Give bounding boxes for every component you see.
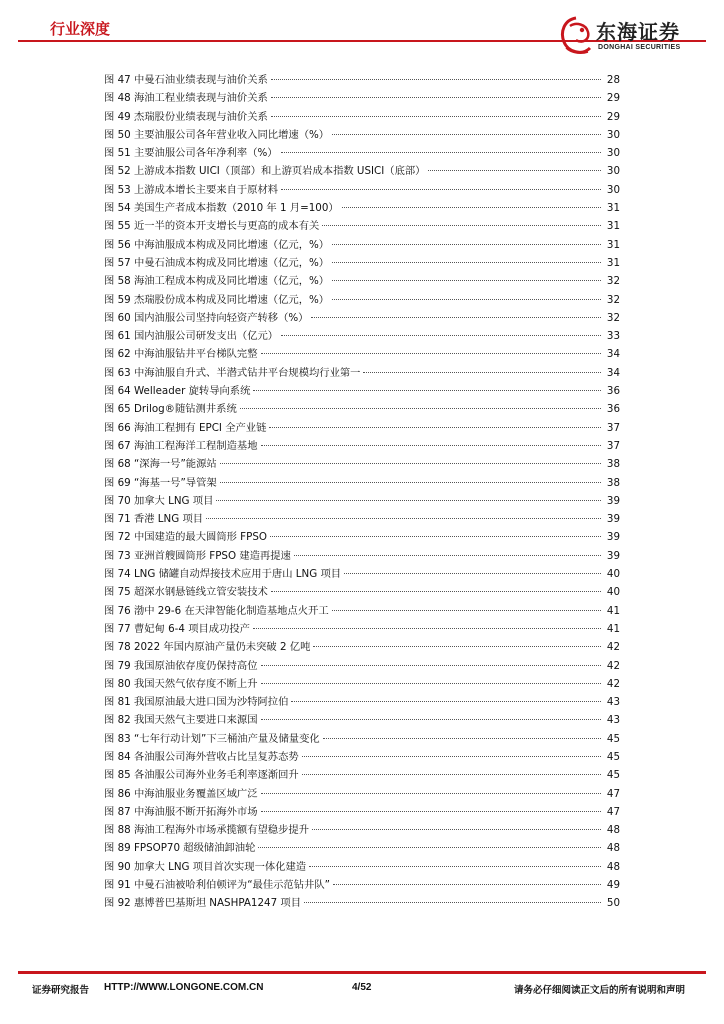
toc-entry[interactable] [104, 254, 620, 272]
toc-entry[interactable] [104, 693, 620, 711]
toc-entry-page: 42 [606, 659, 620, 672]
toc-entry-label: 图 58 海油工程成本构成及同比增速（亿元，%） [104, 275, 330, 288]
toc-leader-dots [261, 353, 601, 354]
toc-entry[interactable] [104, 309, 620, 327]
toc-entry[interactable] [104, 711, 620, 729]
toc-leader-dots [312, 829, 601, 830]
toc-entry[interactable] [104, 803, 620, 821]
toc-entry-page: 43 [606, 696, 620, 709]
toc-entry-page: 37 [606, 439, 620, 452]
toc-entry-label: 图 55 近一半的资本开支增长与更高的成本有关 [104, 220, 320, 233]
toc-entry[interactable] [104, 675, 620, 693]
toc-leader-dots [261, 719, 601, 720]
toc-entry[interactable] [104, 437, 620, 455]
toc-entry-page: 45 [606, 732, 620, 745]
toc-entry[interactable] [104, 547, 620, 565]
toc-entry-label: 图 75 超深水钢悬链线立管安装技术 [104, 586, 268, 599]
toc-entry-label: 图 48 海油工程业绩表现与油价关系 [104, 92, 268, 105]
toc-entry-label: 图 68 “深海一号”能源站 [104, 458, 217, 471]
toc-leader-dots [332, 610, 601, 611]
toc-leader-dots [333, 884, 601, 885]
toc-entry-page: 31 [606, 256, 620, 269]
toc-entry-label: 图 82 我国天然气主要进口来源国 [104, 714, 258, 727]
toc-entry-label: 图 81 我国原油最大进口国为沙特阿拉伯 [104, 696, 289, 709]
toc-entry-label: 图 54 美国生产者成本指数（2010 年 1 月=100） [104, 202, 339, 215]
toc-entry-page: 41 [606, 622, 620, 635]
toc-entry-label: 图 53 上游成本增长主要来自于原材料 [104, 183, 279, 196]
toc-leader-dots [216, 500, 601, 501]
toc-entry[interactable] [104, 492, 620, 510]
toc-entry[interactable] [104, 638, 620, 656]
toc-entry-label: 图 64 Welleader 旋转导向系统 [104, 385, 251, 398]
toc-leader-dots [294, 555, 601, 556]
dragon-logo-icon [556, 14, 596, 58]
toc-entry-label: 图 66 海油工程拥有 EPCI 全产业链 [104, 421, 267, 434]
toc-entry-page: 28 [606, 74, 620, 86]
toc-entry-page: 48 [606, 842, 620, 855]
toc-entry-label: 图 69 “海基一号”导管架 [104, 476, 217, 489]
toc-entry-page: 43 [606, 714, 620, 727]
toc-entry[interactable] [104, 126, 620, 144]
toc-entry-page: 32 [606, 293, 620, 306]
toc-entry-page: 49 [606, 879, 620, 892]
toc-entry-page: 48 [606, 860, 620, 873]
toc-entry-label: 图 67 海油工程海洋工程制造基地 [104, 439, 258, 452]
toc-leader-dots [258, 847, 601, 848]
toc-entry-page: 50 [606, 897, 620, 910]
toc-entry-page: 41 [606, 604, 620, 617]
toc-entry-label: 图 91 中曼石油被哈利伯顿评为“最佳示范钻井队” [104, 879, 330, 892]
toc-entry-label: 图 92 惠博普巴基斯坦 NASHPA1247 项目 [104, 897, 301, 910]
toc-entry[interactable] [104, 419, 620, 437]
toc-entry-label: 图 88 海油工程海外市场承揽额有望稳步提升 [104, 824, 309, 837]
toc-entry[interactable] [104, 839, 620, 857]
toc-entry[interactable] [104, 291, 620, 309]
toc-leader-dots [261, 445, 601, 446]
toc-entry[interactable] [104, 199, 620, 217]
toc-entry-page: 39 [606, 494, 620, 507]
toc-entry[interactable] [104, 565, 620, 583]
toc-entry[interactable] [104, 364, 620, 382]
toc-leader-dots [281, 152, 601, 153]
toc-entry-page: 40 [606, 586, 620, 599]
toc-entry-page: 31 [606, 202, 620, 215]
logo-name-en: DONGHAI SECURITIES [598, 44, 681, 51]
toc-entry-page: 29 [606, 110, 620, 123]
toc-leader-dots [269, 427, 601, 428]
toc-entry[interactable] [104, 108, 620, 126]
toc-entry[interactable] [104, 89, 620, 107]
toc-leader-dots [428, 170, 601, 171]
toc-entry-page: 32 [606, 275, 620, 288]
toc-entry-label: 图 63 中海油服自升式、半潜式钻井平台规模均行业第一 [104, 366, 361, 379]
toc-entry-page: 29 [606, 92, 620, 105]
toc-entry[interactable] [104, 400, 620, 418]
page-number: 4/52 [352, 982, 372, 993]
toc-entry[interactable] [104, 602, 620, 620]
toc-entry-page: 38 [606, 476, 620, 489]
toc-entry-page: 34 [606, 348, 620, 361]
toc-entry[interactable] [104, 894, 620, 912]
toc-entry-label: 图 86 中海油服业务覆盖区域广泛 [104, 787, 258, 800]
toc-entry-page: 39 [606, 531, 620, 544]
logo-name-cn: 东海证券 [596, 20, 680, 44]
toc-entry[interactable] [104, 144, 620, 162]
toc-entry-label: 图 72 中国建造的最大圆筒形 FPSO [104, 531, 267, 544]
toc-entry-label: 图 84 各油服公司海外营收占比呈复苏态势 [104, 750, 299, 763]
toc-leader-dots [344, 573, 601, 574]
toc-entry-label: 图 89 FPSOP70 超级储油卸油轮 [104, 842, 256, 855]
toc-leader-dots [332, 244, 601, 245]
toc-leader-dots [253, 390, 601, 391]
toc-entry-label: 图 87 中海油服不断开拓海外市场 [104, 805, 258, 818]
toc-entry[interactable] [104, 181, 620, 199]
toc-entry[interactable] [104, 876, 620, 894]
toc-entry-page: 40 [606, 568, 620, 581]
toc-leader-dots [261, 811, 601, 812]
toc-entry[interactable] [104, 474, 620, 492]
toc-leader-dots [332, 280, 601, 281]
company-logo [556, 14, 716, 62]
toc-entry-page: 36 [606, 385, 620, 398]
toc-entry[interactable] [104, 858, 620, 876]
toc-entry-page: 32 [606, 311, 620, 324]
toc-leader-dots [220, 463, 601, 464]
toc-entry[interactable] [104, 766, 620, 784]
toc-entry-page: 30 [606, 147, 620, 160]
toc-entry[interactable] [104, 345, 620, 363]
toc-leader-dots [363, 372, 601, 373]
toc-entry[interactable] [104, 748, 620, 766]
toc-leader-dots [281, 189, 601, 190]
toc-entry-page: 48 [606, 824, 620, 837]
toc-leader-dots [271, 116, 601, 117]
toc-entry-label: 图 78 2022 年国内原油产量仍未突破 2 亿吨 [104, 641, 311, 654]
toc-entry[interactable] [104, 272, 620, 290]
toc-entry-page: 31 [606, 238, 620, 251]
toc-leader-dots [271, 591, 601, 592]
toc-entry-label: 图 65 Drilog®随钻测井系统 [104, 403, 237, 416]
toc-leader-dots [311, 317, 601, 318]
toc-entry-label: 图 76 渤中 29-6 在天津智能化制造基地点火开工 [104, 604, 329, 617]
toc-entry-page: 47 [606, 787, 620, 800]
toc-entry-page: 42 [606, 641, 620, 654]
toc-entry-label: 图 51 主要油服公司各年净利率（%） [104, 147, 278, 160]
toc-entry-page: 36 [606, 403, 620, 416]
toc-leader-dots [342, 207, 601, 208]
toc-leader-dots [332, 134, 601, 135]
toc-entry-label: 图 62 中海油服钻井平台梯队完整 [104, 348, 258, 361]
toc-leader-dots [313, 646, 601, 647]
toc-entry[interactable] [104, 162, 620, 180]
toc-entry[interactable] [104, 382, 620, 400]
toc-entry-page: 30 [606, 183, 620, 196]
toc-entry-page: 34 [606, 366, 620, 379]
toc-entry-label: 图 79 我国原油依存度仍保持高位 [104, 659, 258, 672]
toc-entry-label: 图 77 曹妃甸 6-4 项目成功投产 [104, 622, 250, 635]
toc-entry-page: 30 [606, 128, 620, 141]
toc-entry[interactable] [104, 327, 620, 345]
toc-entry[interactable] [104, 620, 620, 638]
footer-disclaimer: 请务必仔细阅读正文后的所有说明和声明 [514, 985, 686, 996]
toc-entry-label: 图 50 主要油服公司各年营业收入同比增速（%） [104, 128, 330, 141]
toc-leader-dots [322, 225, 601, 226]
toc-entry[interactable] [104, 657, 620, 675]
toc-leader-dots [253, 628, 601, 629]
toc-entry-label: 图 47 中曼石油业绩表现与油价关系 [104, 74, 268, 86]
toc-entry-label: 图 56 中海油服成本构成及同比增速（亿元，%） [104, 238, 330, 251]
toc-entry-page: 37 [606, 421, 620, 434]
toc-leader-dots [240, 408, 601, 409]
toc-entry[interactable] [104, 510, 620, 528]
toc-entry-label: 图 61 国内油服公司研发支出（亿元） [104, 330, 279, 343]
toc-leader-dots [302, 774, 601, 775]
toc-leader-dots [291, 701, 601, 702]
toc-entry-page: 45 [606, 750, 620, 763]
toc-entry-label: 图 60 国内油服公司坚持向轻资产转移（%） [104, 311, 309, 324]
toc-leader-dots [206, 518, 601, 519]
toc-leader-dots [271, 79, 601, 80]
section-tag: 行业深度 [50, 20, 111, 38]
toc-entry-page: 42 [606, 677, 620, 690]
toc-entry-label: 图 80 我国天然气依存度不断上升 [104, 677, 258, 690]
toc-leader-dots [281, 335, 601, 336]
toc-leader-dots [332, 299, 601, 300]
toc-entry[interactable] [104, 455, 620, 473]
toc-entry-page: 30 [606, 165, 620, 178]
toc-leader-dots [220, 482, 601, 483]
toc-entry[interactable] [104, 217, 620, 235]
toc-entry-page: 33 [606, 330, 620, 343]
toc-leader-dots [309, 866, 601, 867]
toc-entry-label: 图 49 杰瑞股份业绩表现与油价关系 [104, 110, 268, 123]
toc-entry-page: 39 [606, 549, 620, 562]
footer-divider [18, 971, 706, 974]
toc-leader-dots [271, 97, 601, 98]
toc-entry-label: 图 90 加拿大 LNG 项目首次实现一体化建造 [104, 860, 307, 873]
toc-entry-label: 图 57 中曼石油成本构成及同比增速（亿元，%） [104, 256, 330, 269]
toc-entry-label: 图 59 杰瑞股份成本构成及同比增速（亿元，%） [104, 293, 330, 306]
toc-entry[interactable] [104, 730, 620, 748]
footer-report-type: 证券研究报告 [32, 985, 90, 996]
toc-entry[interactable] [104, 583, 620, 601]
toc-entry[interactable] [104, 71, 620, 89]
toc-leader-dots [261, 665, 601, 666]
toc-entry-page: 39 [606, 513, 620, 526]
toc-leader-dots [270, 536, 601, 537]
toc-entry-label: 图 52 上游成本指数 UICI（顶部）和上游页岩成本指数 USICI（底部） [104, 165, 426, 178]
toc-leader-dots [323, 738, 601, 739]
toc-entry-label: 图 73 亚洲首艘圆筒形 FPSO 建造再提速 [104, 549, 291, 562]
toc-entry[interactable] [104, 785, 620, 803]
toc-entry[interactable] [104, 528, 620, 546]
toc-entry[interactable] [104, 821, 620, 839]
toc-leader-dots [261, 683, 601, 684]
toc-leader-dots [304, 902, 601, 903]
toc-entry-page: 47 [606, 805, 620, 818]
toc-entry-page: 45 [606, 769, 620, 782]
toc-leader-dots [332, 262, 601, 263]
toc-entry-page: 31 [606, 220, 620, 233]
figure-index [104, 71, 620, 913]
toc-entry-label: 图 85 各油服公司海外业务毛利率逐渐回升 [104, 769, 299, 782]
toc-leader-dots [261, 793, 601, 794]
toc-leader-dots [302, 756, 601, 757]
footer-website-link[interactable]: HTTP://WWW.LONGONE.COM.CN [104, 982, 264, 993]
toc-entry-label: 图 70 加拿大 LNG 项目 [104, 494, 214, 507]
toc-entry-page: 38 [606, 458, 620, 471]
toc-entry-label: 图 74 LNG 储罐自动焊接技术应用于唐山 LNG 项目 [104, 568, 342, 581]
toc-entry-label: 图 71 香港 LNG 项目 [104, 513, 204, 526]
toc-entry-label: 图 83 “七年行动计划”下三桶油产量及储量变化 [104, 732, 320, 745]
toc-entry[interactable] [104, 236, 620, 254]
